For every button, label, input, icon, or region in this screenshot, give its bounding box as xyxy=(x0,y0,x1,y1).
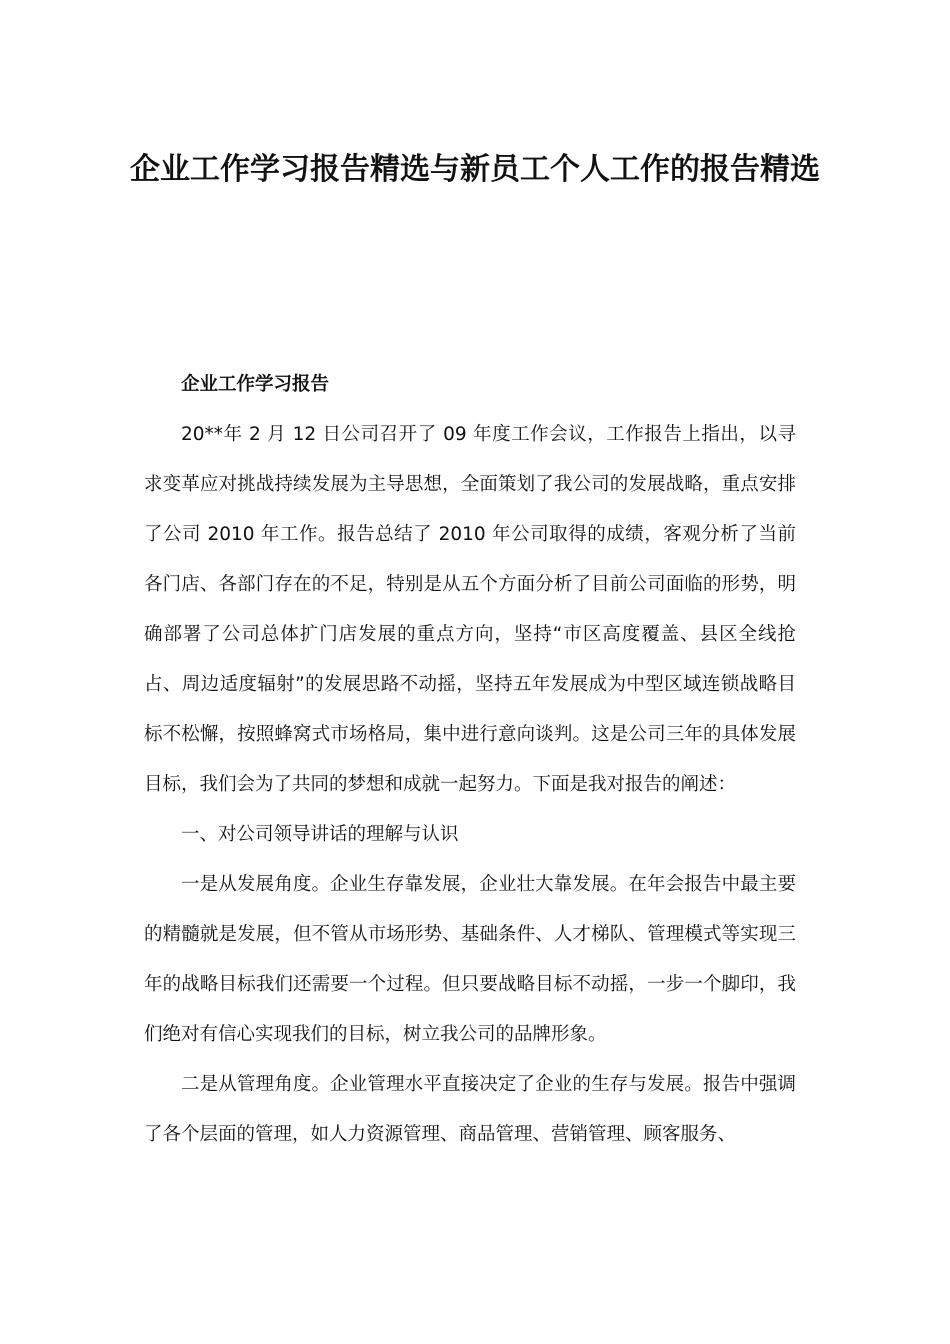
paragraph-intro: 20**年 2 月 12 日公司召开了 09 年度工作会议，工作报告上指出，以寻求变革应对挑战持续发展为主导思想，全面策划了我公司的发展战略，重点安排了公司 2010 年工作。报告总结了 2010 年公司取得的成绩，客观分析了当前各门店、各部门存在的不足，特别是从五个方面分析了目前公司面临的形势，明确部署了公司总体扩门店发展的重点方向，坚持“市区高度覆盖、县区全线抢占、周边适度辐射”的发展思路不动摇，坚持五年发展成为中型区域连锁战略目标不松懈，按照蜂窝式市场格局，集中进行意向谈判。这是公司三年的具体发展目标，我们会为了共同的梦想和成就一起努力。下面是我对报告的阐述： xyxy=(144,424,796,795)
paragraph-subheading: 一、对公司领导讲话的理解与认识 xyxy=(181,824,459,845)
document-body xyxy=(144,360,796,1160)
document-title: 企业工作学习报告精选与新员工个人工作的报告精选 xyxy=(130,152,820,187)
section-heading: 企业工作学习报告 xyxy=(181,374,330,395)
paragraph-development: 一是从发展角度。企业生存靠发展，企业壮大靠发展。在年会报告中最主要的精髓就是发展，但不管从市场形势、基础条件、人才梯队、管理模式等实现三年的战略目标我们还需要一个过程。但只要战略目标不动摇，一步一个脚印，我们绝对有信心实现我们的目标，树立我公司的品牌形象。 xyxy=(144,874,796,1045)
paragraph-management: 二是从管理角度。企业管理水平直接决定了企业的生存与发展。报告中强调了各个层面的管理，如人力资源管理、商品管理、营销管理、顾客服务、 xyxy=(144,1074,796,1145)
